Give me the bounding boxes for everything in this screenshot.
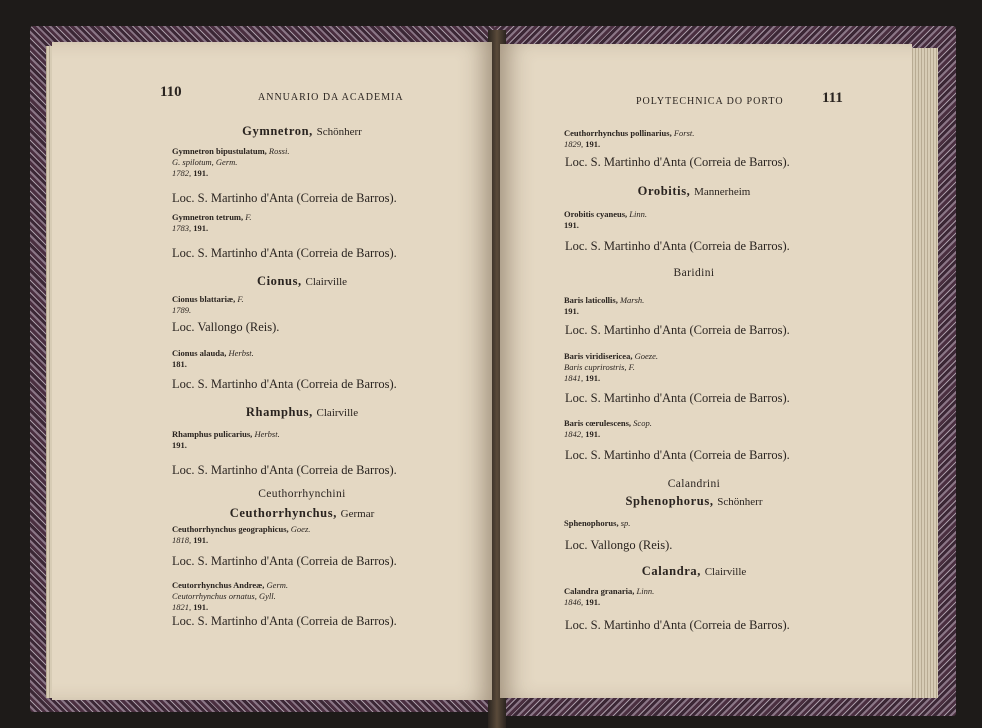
synonym-line: 1842, <box>564 429 584 439</box>
genus-author: Schönherr <box>717 496 763 508</box>
species-entry <box>172 348 254 370</box>
species-entry <box>564 586 654 608</box>
record-number: 191. <box>564 306 579 316</box>
locality-line: Loc. S. Martinho d'Anta (Correia de Barros). <box>172 463 397 477</box>
genus-author: Schönherr <box>316 126 362 138</box>
record-number: 191. <box>585 139 601 149</box>
genus-heading <box>257 274 347 289</box>
species-entry <box>172 294 244 316</box>
species-author: Germ. <box>266 580 289 590</box>
record-number: 191. <box>193 168 209 178</box>
locality-line: Loc. S. Martinho d'Anta (Correia de Barros). <box>565 618 790 632</box>
species-entry <box>564 128 694 150</box>
species-entry <box>172 429 280 451</box>
species-name: Gymnetron tetrum, <box>172 212 244 222</box>
locality-line: Loc. S. Martinho d'Anta (Correia de Barros). <box>565 448 790 462</box>
genus-name: Sphenophorus, <box>625 494 714 508</box>
species-author: sp. <box>620 518 631 528</box>
record-number: 191. <box>193 602 209 612</box>
species-name: Cionus alauda, <box>172 348 227 358</box>
record-number: 191. <box>585 373 601 383</box>
locality-line: Loc. S. Martinho d'Anta (Correia de Barros). <box>172 554 397 568</box>
genus-name: Gymnetron, <box>242 124 313 138</box>
genus-heading <box>642 564 747 579</box>
species-author: Linn. <box>636 586 655 596</box>
locality-line: Loc. S. Martinho d'Anta (Correia de Barros). <box>172 191 397 205</box>
record-number: 181. <box>172 359 187 369</box>
synonym-line: 1782, <box>172 168 192 178</box>
species-entry <box>564 295 644 317</box>
locality-line: Loc. Vallongo (Reis). <box>172 320 280 334</box>
species-entry <box>172 146 289 179</box>
genus-name: Orobitis, <box>637 184 691 198</box>
record-number: 191. <box>564 220 579 230</box>
record-number: 191. <box>193 535 209 545</box>
synonym-line: 1789. <box>172 305 192 315</box>
synonym-line: Baris cuprirostris, F. <box>564 362 635 372</box>
genus-heading <box>230 506 375 521</box>
species-entry <box>564 418 652 440</box>
running-head: ANNUARIO DA ACADEMIA <box>258 92 404 103</box>
species-name: Rhamphus pulicarius, <box>172 429 253 439</box>
synonym-line: 1818, <box>172 535 192 545</box>
synonym-line: 1846, <box>564 597 584 607</box>
locality-line: Loc. S. Martinho d'Anta (Correia de Barros). <box>172 377 397 391</box>
genus-name: Calandra, <box>641 564 701 578</box>
species-author: Goez. <box>290 524 311 534</box>
genus-author: Clairville <box>704 566 747 578</box>
species-name: Baris viridisericea, <box>564 351 633 361</box>
species-author: Marsh. <box>619 295 645 305</box>
record-number: 191. <box>193 223 209 233</box>
species-author: Herbst. <box>254 429 280 439</box>
species-name: Orobitis cyaneus, <box>564 209 628 219</box>
species-entry <box>172 580 288 613</box>
locality-line: Loc. S. Martinho d'Anta (Correia de Barros). <box>565 323 790 337</box>
species-name: Ceuthorrhynchus pollinarius, <box>564 128 672 138</box>
genus-heading <box>242 124 362 139</box>
genus-heading <box>638 184 751 199</box>
locality-line: Loc. S. Martinho d'Anta (Correia de Barros). <box>565 239 790 253</box>
locality-line: Loc. S. Martinho d'Anta (Correia de Barros). <box>172 246 397 260</box>
genus-heading <box>246 405 358 420</box>
record-number: 191. <box>172 440 187 450</box>
species-author: Rossi. <box>268 146 290 156</box>
species-name: Gymnetron bipustulatum, <box>172 146 267 156</box>
species-entry <box>564 518 630 529</box>
species-author: Linn. <box>629 209 647 219</box>
locality-line: Loc. S. Martinho d'Anta (Correia de Barros). <box>565 155 790 169</box>
species-author: Forst. <box>673 128 695 138</box>
species-entry <box>564 351 658 384</box>
tribe-heading: Ceuthorrhynchini <box>258 488 346 500</box>
species-author: F. <box>245 212 252 222</box>
species-name: Ceuthorrhynchus geographicus, <box>172 524 289 534</box>
species-author: Goeze. <box>634 351 658 361</box>
species-name: Baris cœrulescens, <box>564 418 632 428</box>
record-number: 191. <box>585 429 601 439</box>
locality-line: Loc. S. Martinho d'Anta (Correia de Barros). <box>172 614 397 628</box>
running-head: POLYTECHNICA DO PORTO <box>636 96 784 107</box>
genus-author: Germar <box>340 508 375 520</box>
species-author: F. <box>237 294 244 304</box>
tribe-heading: Baridini <box>673 267 715 279</box>
synonym-line: Ceutorrhynchus ornatus, Gyll. <box>172 591 276 601</box>
synonym-line: G. spilotum, Germ. <box>172 157 238 167</box>
genus-author: Clairville <box>305 276 348 288</box>
genus-heading <box>625 494 762 509</box>
species-entry <box>172 524 310 546</box>
species-author: Scop. <box>633 418 652 428</box>
record-number: 191. <box>585 597 601 607</box>
locality-line: Loc. S. Martinho d'Anta (Correia de Barros). <box>565 391 790 405</box>
genus-name: Cionus, <box>256 274 302 288</box>
species-name: Sphenophorus, <box>564 518 619 528</box>
genus-author: Clairville <box>316 407 359 419</box>
species-name: Ceutorrhynchus Andreæ, <box>172 580 265 590</box>
genus-name: Rhamphus, <box>245 405 313 419</box>
right-page <box>500 44 912 698</box>
synonym-line: 1821, <box>172 602 192 612</box>
species-entry <box>172 212 252 234</box>
genus-author: Mannerheim <box>694 186 751 198</box>
species-name: Cionus blattariæ, <box>172 294 236 304</box>
species-author: Herbst. <box>228 348 254 358</box>
tribe-heading: Calandrini <box>667 478 721 490</box>
genus-name: Ceuthorrhynchus, <box>229 506 337 520</box>
synonym-line: 1783, <box>172 223 192 233</box>
synonym-line: 1829, <box>564 139 584 149</box>
page-number: 111 <box>822 90 843 106</box>
locality-line: Loc. Vallongo (Reis). <box>565 538 673 552</box>
species-entry <box>564 209 647 231</box>
page-number: 110 <box>160 84 182 100</box>
species-name: Calandra granaria, <box>564 586 635 596</box>
species-name: Baris laticollis, <box>564 295 618 305</box>
synonym-line: 1841, <box>564 373 584 383</box>
